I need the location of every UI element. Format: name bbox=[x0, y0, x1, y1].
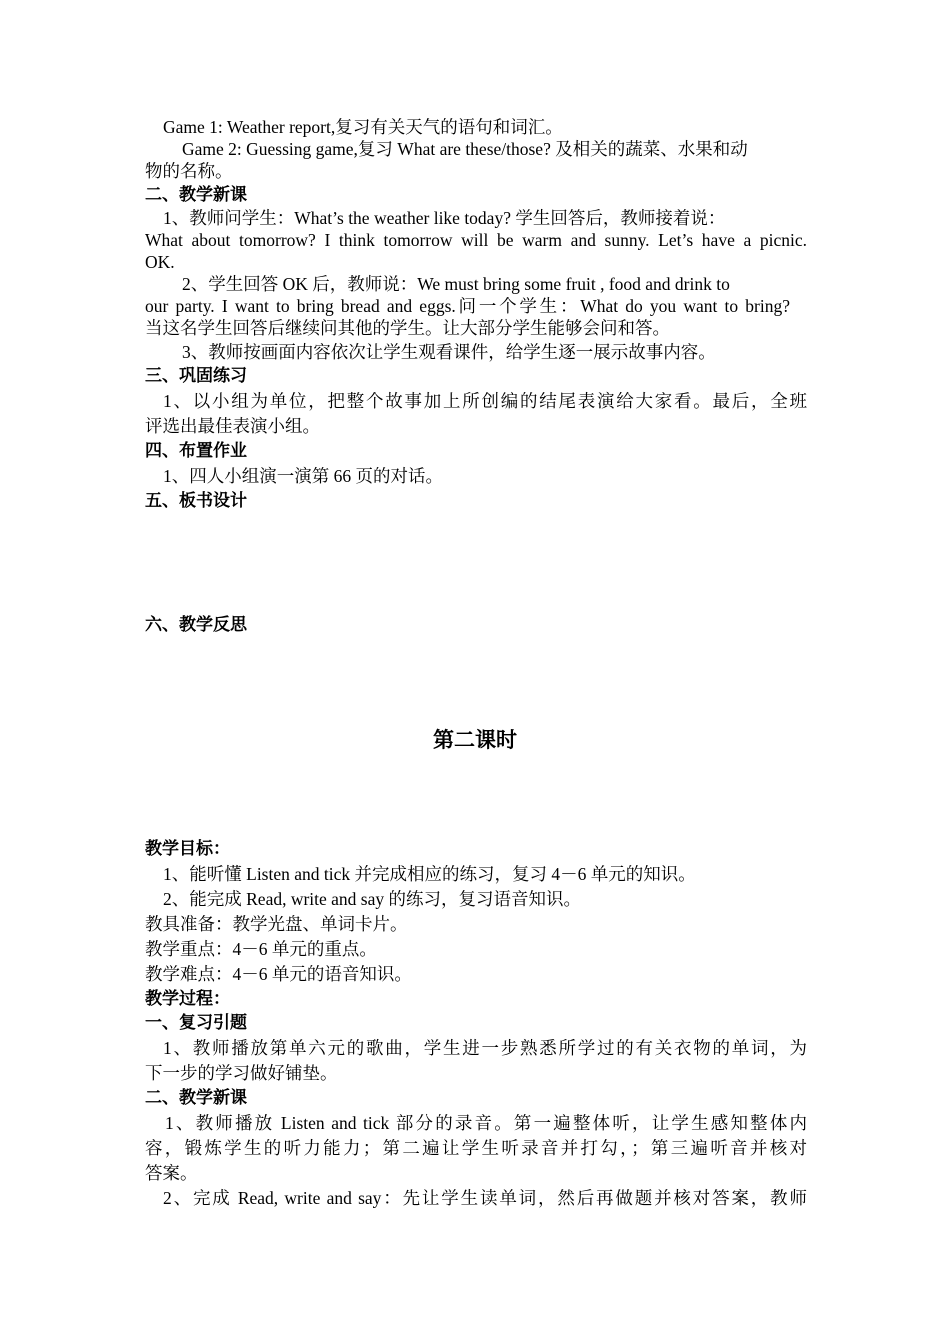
paragraph-line: 评选出最佳表演小组。 bbox=[145, 416, 320, 436]
paragraph-line: 物的名称。 bbox=[145, 161, 233, 181]
section-heading: 教学过程： bbox=[145, 989, 230, 1009]
paragraph-line: OK. bbox=[145, 252, 175, 272]
paragraph-line: 2、学生回答 OK 后，教师说：We must bring some fruit , food and drink to bbox=[182, 274, 730, 294]
page-title: 第二课时 bbox=[433, 728, 517, 752]
section-heading: 二、教学新课 bbox=[145, 1088, 247, 1108]
section-heading: 六、教学反思 bbox=[145, 615, 247, 635]
section-heading: 三、巩固练习 bbox=[145, 366, 247, 386]
section-heading: 二、教学新课 bbox=[145, 185, 247, 205]
section-heading: 四、布置作业 bbox=[145, 441, 247, 461]
paragraph-line: 容，锻炼学生的听力能力；第二遍让学生听录音并打勾，；第三遍听音并核对 bbox=[145, 1138, 807, 1158]
paragraph-line: 1、四人小组演一演第 66 页的对话。 bbox=[163, 466, 443, 486]
paragraph-line: Game 2: Guessing game,复习 What are these/those? 及相关的蔬菜、水果和动 bbox=[182, 139, 748, 159]
paragraph-line: our party. I want to bring bread and eggs.问一个学生：What do you want to bring? bbox=[145, 296, 790, 316]
paragraph-line: 1、教师播放第单六元的歌曲，学生进一步熟悉所学过的有关衣物的单词，为 bbox=[163, 1038, 807, 1058]
paragraph-line: 3、教师按画面内容依次让学生观看课件，给学生逐一展示故事内容。 bbox=[182, 342, 716, 362]
paragraph-line: 答案。 bbox=[145, 1163, 198, 1183]
paragraph-line: 教具准备：教学光盘、单词卡片。 bbox=[145, 914, 408, 934]
paragraph-line: 1、以小组为单位，把整个故事加上所创编的结尾表演给大家看。最后，全班 bbox=[163, 391, 807, 411]
paragraph-line: 2、完成 Read, write and say：先让学生读单词，然后再做题并核对答案，教师 bbox=[163, 1188, 807, 1208]
section-heading: 教学目标： bbox=[145, 839, 230, 859]
paragraph-line: What about tomorrow? I think tomorrow will be warm and sunny. Let’s have a picnic. bbox=[145, 230, 807, 250]
paragraph-line: 1、教师问学生：What’s the weather like today? 学生回答后，教师接着说： bbox=[163, 208, 726, 228]
paragraph-line: 1、能听懂 Listen and tick 并完成相应的练习，复习 4－6 单元的知识。 bbox=[163, 864, 696, 884]
section-heading: 一、复习引题 bbox=[145, 1013, 247, 1033]
paragraph-line: Game 1: Weather report,复习有关天气的语句和词汇。 bbox=[163, 117, 563, 137]
paragraph-line: 当这名学生回答后继续问其他的学生。让大部分学生能够会问和答。 bbox=[145, 318, 670, 338]
paragraph-line: 下一步的学习做好铺垫。 bbox=[145, 1063, 338, 1083]
paragraph-line: 1、教师播放 Listen and tick 部分的录音。第一遍整体听，让学生感知整体内 bbox=[165, 1113, 807, 1133]
section-heading: 五、板书设计 bbox=[145, 491, 247, 511]
paragraph-line: 2、能完成 Read, write and say 的练习，复习语音知识。 bbox=[163, 889, 582, 909]
paragraph-line: 教学难点：4－6 单元的语音知识。 bbox=[145, 964, 412, 984]
paragraph-line: 教学重点：4－6 单元的重点。 bbox=[145, 939, 377, 959]
